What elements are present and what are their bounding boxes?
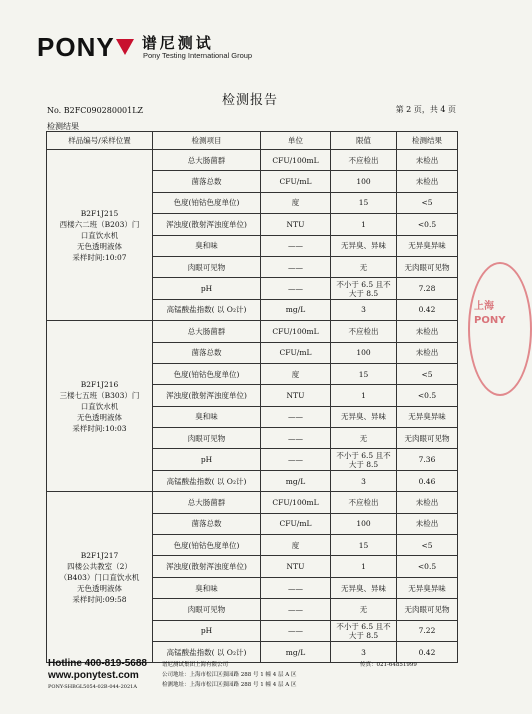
- result-cell: 无异臭异味: [397, 235, 458, 256]
- logo-chinese-name: 谱尼测试: [141, 34, 214, 52]
- sample-line: 口直饮水机: [80, 401, 119, 411]
- sample-line: B2F1J217: [80, 550, 119, 560]
- unit-cell: ——: [261, 406, 331, 427]
- item-cell: 臭和味: [153, 577, 261, 598]
- item-cell: 总大肠菌群: [153, 492, 261, 513]
- result-cell: 无异臭异味: [397, 406, 458, 427]
- unit-cell: NTU: [261, 385, 331, 406]
- item-cell: 色度(铂钴色度单位): [153, 535, 261, 556]
- result-cell: <0.5: [397, 385, 458, 406]
- unit-cell: ——: [261, 620, 331, 641]
- result-cell: 未检出: [397, 513, 458, 534]
- unit-cell: CFU/100mL: [261, 321, 331, 342]
- limit-cell: 15: [331, 192, 397, 213]
- limit-cell: 15: [331, 363, 397, 384]
- result-cell: <5: [397, 535, 458, 556]
- sample-line: 采样时间:10:03: [72, 423, 127, 433]
- item-cell: 总大肠菌群: [153, 150, 261, 171]
- result-cell: 0.42: [397, 299, 458, 320]
- unit-cell: CFU/mL: [261, 513, 331, 534]
- footer-website: www.ponytest.com: [48, 670, 139, 681]
- unit-cell: NTU: [261, 214, 331, 235]
- result-cell: 未检出: [397, 150, 458, 171]
- header-limit: 限值: [331, 132, 397, 150]
- sample-line: 口直饮水机: [80, 230, 119, 240]
- unit-cell: 度: [261, 363, 331, 384]
- sample-line: 西楼六二班（B203）门: [59, 219, 140, 229]
- limit-cell: 不小于 6.5 且不大于 8.5: [331, 620, 397, 641]
- result-cell: 无肉眼可见物: [397, 599, 458, 620]
- unit-cell: ——: [261, 599, 331, 620]
- result-cell: 无异臭异味: [397, 577, 458, 598]
- limit-cell: 100: [331, 513, 397, 534]
- unit-cell: CFU/mL: [261, 171, 331, 192]
- sample-line: B2F1J216: [80, 379, 119, 389]
- item-cell: 浑浊度(散射浑浊度单位): [153, 556, 261, 577]
- footer-address-1: 公司地址：上海市松江区强园路 288 号 1 幢 4 层 A 区: [162, 672, 297, 678]
- item-cell: 臭和味: [153, 406, 261, 427]
- item-cell: pH: [153, 449, 261, 470]
- result-cell: 未检出: [397, 492, 458, 513]
- item-cell: 菌落总数: [153, 171, 261, 192]
- header-result: 检测结果: [397, 132, 458, 150]
- header-sample: 样品编号/采样位置: [47, 132, 153, 150]
- logo-english-name: Pony Testing International Group: [143, 51, 253, 60]
- unit-cell: CFU/mL: [261, 342, 331, 363]
- unit-cell: ——: [261, 428, 331, 449]
- sample-cell: [47, 150, 153, 321]
- sample-line: （B403）门口直饮水机: [59, 572, 140, 582]
- sample-line: B2F1J215: [80, 208, 119, 218]
- footer-address-block: [162, 660, 296, 690]
- table-row: [47, 492, 458, 513]
- unit-cell: CFU/100mL: [261, 492, 331, 513]
- item-cell: 色度(铂钴色度单位): [153, 363, 261, 384]
- stamp-text: 上海 PONY: [474, 301, 506, 326]
- logo-triangle-icon: [116, 39, 134, 55]
- unit-cell: mg/L: [261, 470, 331, 491]
- item-cell: 肉眼可见物: [153, 256, 261, 277]
- sample-cell: [47, 321, 153, 492]
- sample-line: 采样时间:10:07: [72, 252, 127, 262]
- section-label: 检测结果: [47, 122, 79, 131]
- header-unit: 单位: [261, 132, 331, 150]
- limit-cell: 3: [331, 470, 397, 491]
- limit-cell: 无异臭、异味: [331, 406, 397, 427]
- sample-line: 四楼公共教室（2）: [67, 561, 132, 571]
- sample-line: 无色透明液体: [77, 412, 122, 422]
- result-cell: <5: [397, 363, 458, 384]
- result-cell: 未检出: [397, 321, 458, 342]
- unit-cell: ——: [261, 278, 331, 299]
- result-cell: 7.36: [397, 449, 458, 470]
- limit-cell: 不应检出: [331, 321, 397, 342]
- limit-cell: 不应检出: [331, 492, 397, 513]
- item-cell: 菌落总数: [153, 342, 261, 363]
- result-cell: 0.46: [397, 470, 458, 491]
- result-cell: <5: [397, 192, 458, 213]
- limit-cell: 1: [331, 214, 397, 235]
- result-cell: 0.42: [397, 641, 458, 662]
- limit-cell: 不小于 6.5 且不大于 8.5: [331, 278, 397, 299]
- unit-cell: 度: [261, 535, 331, 556]
- item-cell: 菌落总数: [153, 513, 261, 534]
- unit-cell: 度: [261, 192, 331, 213]
- unit-cell: mg/L: [261, 641, 331, 662]
- unit-cell: mg/L: [261, 299, 331, 320]
- item-cell: 浑浊度(散射浑浊度单位): [153, 214, 261, 235]
- limit-cell: 1: [331, 556, 397, 577]
- limit-cell: 100: [331, 171, 397, 192]
- footer-fax: 传真：021-64851999: [360, 662, 417, 668]
- unit-cell: CFU/100mL: [261, 150, 331, 171]
- results-table: [46, 131, 458, 663]
- table-row: [47, 321, 458, 342]
- footer-hotline: Hotline 400-819-5688: [48, 658, 147, 669]
- limit-cell: 不应检出: [331, 150, 397, 171]
- unit-cell: ——: [261, 235, 331, 256]
- unit-cell: ——: [261, 256, 331, 277]
- result-cell: 未检出: [397, 342, 458, 363]
- result-cell: 未检出: [397, 171, 458, 192]
- table-row: [47, 150, 458, 171]
- limit-cell: 无: [331, 599, 397, 620]
- result-cell: 无肉眼可见物: [397, 428, 458, 449]
- header-item: 检测项目: [153, 132, 261, 150]
- official-stamp: [468, 262, 532, 396]
- result-cell: 7.22: [397, 620, 458, 641]
- item-cell: 高锰酸盐指数( 以 O₂计): [153, 299, 261, 320]
- footer-address-2: 检测地址：上海市松江区强园路 288 号 1 幢 4 层 A 区: [162, 682, 297, 688]
- item-cell: pH: [153, 620, 261, 641]
- item-cell: 色度(铂钴色度单位): [153, 192, 261, 213]
- sample-line: 三楼七五班（B303）门: [59, 390, 140, 400]
- result-cell: <0.5: [397, 556, 458, 577]
- limit-cell: 无: [331, 428, 397, 449]
- report-title: 检测报告: [221, 93, 278, 108]
- sample-line: 采样时间:09:58: [72, 594, 127, 604]
- item-cell: 浑浊度(散射浑浊度单位): [153, 385, 261, 406]
- table-header-row: [47, 132, 458, 150]
- unit-cell: ——: [261, 449, 331, 470]
- limit-cell: 无异臭、异味: [331, 235, 397, 256]
- item-cell: pH: [153, 278, 261, 299]
- item-cell: 高锰酸盐指数( 以 O₂计): [153, 470, 261, 491]
- footer-doc-code: PONY-SHBGL5054-02B-044-2021A: [48, 684, 137, 690]
- limit-cell: 不小于 6.5 且不大于 8.5: [331, 449, 397, 470]
- limit-cell: 无: [331, 256, 397, 277]
- report-number: No. B2FC090280001LZ: [47, 106, 144, 115]
- result-cell: <0.5: [397, 214, 458, 235]
- result-cell: 7.28: [397, 278, 458, 299]
- limit-cell: 100: [331, 342, 397, 363]
- item-cell: 肉眼可见物: [153, 428, 261, 449]
- page-info: 第 2 页，共 4 页: [395, 105, 456, 114]
- footer-company: 谱尼测试集团上海有限公司: [162, 662, 229, 668]
- sample-cell: [47, 492, 153, 663]
- item-cell: 臭和味: [153, 235, 261, 256]
- limit-cell: 15: [331, 535, 397, 556]
- sample-line: 无色透明液体: [77, 583, 122, 593]
- item-cell: 肉眼可见物: [153, 599, 261, 620]
- logo-wordmark: PONY: [37, 32, 115, 62]
- sample-line: 无色透明液体: [77, 241, 122, 251]
- limit-cell: 无异臭、异味: [331, 577, 397, 598]
- limit-cell: 3: [331, 641, 397, 662]
- item-cell: 总大肠菌群: [153, 321, 261, 342]
- limit-cell: 3: [331, 299, 397, 320]
- limit-cell: 1: [331, 385, 397, 406]
- result-cell: 无肉眼可见物: [397, 256, 458, 277]
- item-cell: 高锰酸盐指数( 以 O₂计): [153, 641, 261, 662]
- unit-cell: NTU: [261, 556, 331, 577]
- unit-cell: ——: [261, 577, 331, 598]
